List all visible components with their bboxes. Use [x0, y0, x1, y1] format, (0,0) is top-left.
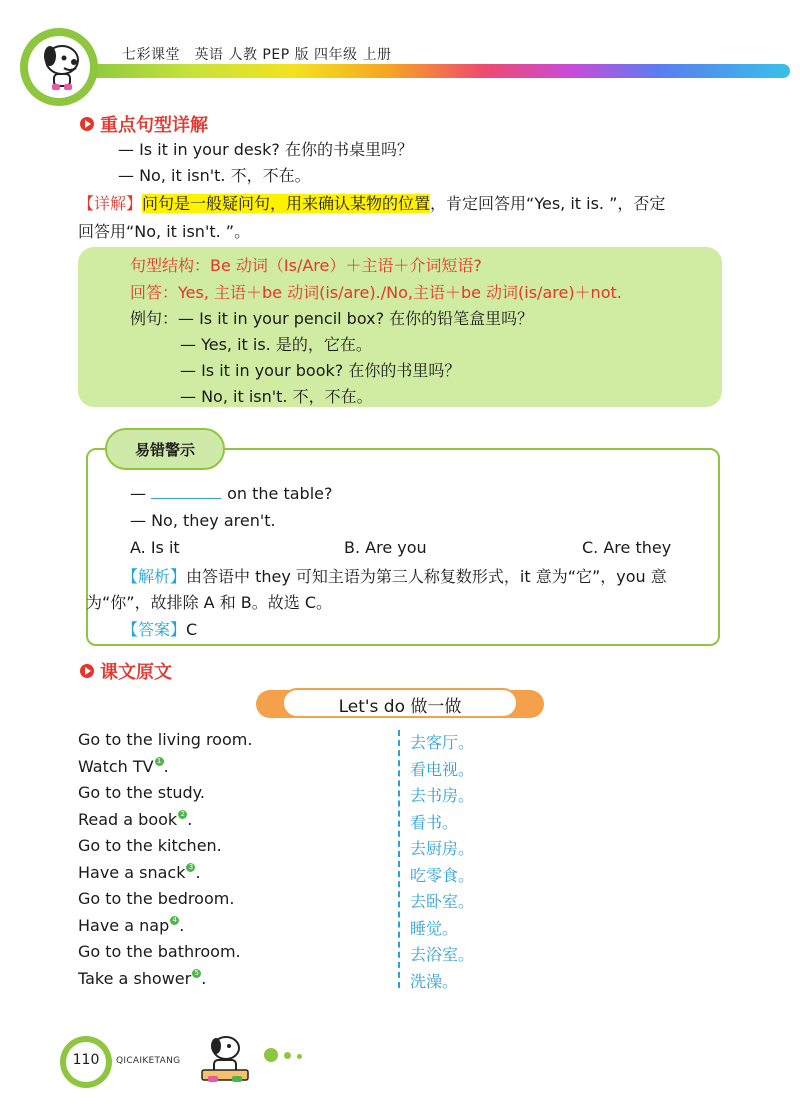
- structure-rule: 句型结构：Be 动词（Is/Are）＋主语＋介词短语?: [130, 256, 482, 275]
- chinese-line: 去浴室。: [410, 945, 475, 964]
- english-text: Go to the bedroom.: [78, 889, 235, 908]
- sentence-period: .: [195, 863, 201, 882]
- answer-tag: 【答案】: [122, 620, 187, 639]
- detail-explanation: [78, 191, 665, 214]
- header-rainbow-bar: [60, 64, 790, 78]
- exercise-question: [130, 484, 332, 503]
- footnote-badge: 2: [178, 810, 187, 819]
- answer-rule: 回答：Yes, 主语＋be 动词(is/are)./No,主语＋be 动词(is/are)＋not.: [130, 283, 622, 302]
- english-line: [78, 836, 222, 855]
- chinese-line: 看书。: [410, 813, 459, 832]
- analysis-line-2: 为“你”，故排除 A 和 B。故选 C。: [86, 593, 333, 612]
- option-c: C. Are they: [582, 538, 672, 557]
- footnote-badge: 5: [192, 969, 201, 978]
- exercise-answer: — No, they aren't.: [130, 511, 276, 530]
- sentence-period: .: [163, 757, 169, 776]
- decor-dot-medium: [284, 1052, 291, 1059]
- english-line: [78, 969, 206, 988]
- chinese-line: 洗澡。: [410, 972, 459, 991]
- chinese-line: 去客厅。: [410, 733, 475, 752]
- dog-mascot-icon: [34, 38, 88, 94]
- sentence-period: .: [179, 916, 185, 935]
- footnote-badge: 1: [155, 757, 164, 766]
- sentence-period: .: [187, 810, 193, 829]
- english-line: [78, 783, 205, 802]
- english-line: [78, 942, 241, 961]
- english-text: Watch TV: [78, 757, 154, 776]
- example-4: — No, it isn't. 不，不在。: [180, 387, 373, 406]
- sentence-period: .: [201, 969, 207, 988]
- option-b: B. Are you: [344, 538, 427, 557]
- example-question: — Is it in your desk? 在你的书桌里吗？: [118, 140, 413, 159]
- footnote-badge: 4: [170, 916, 179, 925]
- exercise-dash: —: [130, 484, 146, 503]
- example-1: 例句：— Is it in your pencil box? 在你的铅笔盒里吗？: [130, 309, 534, 328]
- common-mistake-label: 易错警示: [134, 441, 195, 459]
- chinese-line: 去厨房。: [410, 839, 475, 858]
- chinese-line: 去书房。: [410, 786, 475, 805]
- english-line: [78, 863, 201, 882]
- chinese-line: 睡觉。: [410, 919, 459, 938]
- chinese-line: 吃零食。: [410, 866, 475, 885]
- chinese-line: 去卧室。: [410, 892, 475, 911]
- decor-dot-large: [264, 1048, 278, 1062]
- section-title-key-sentences: 重点句型详解: [100, 115, 208, 136]
- english-text: Go to the bathroom.: [78, 942, 241, 961]
- english-text: Go to the kitchen.: [78, 836, 222, 855]
- section-bullet-icon: [80, 664, 94, 678]
- decor-dot-small: [297, 1054, 302, 1059]
- analysis-line-1: [122, 564, 667, 587]
- analysis-tag: 【解析】: [122, 567, 187, 586]
- footnote-badge: 3: [186, 863, 195, 872]
- chinese-line: 看电视。: [410, 760, 475, 779]
- column-divider: [398, 730, 400, 988]
- example-2: — Yes, it is. 是的，它在。: [180, 335, 372, 354]
- lets-do-title: Let's do 做一做: [338, 697, 462, 717]
- english-text: Read a book: [78, 810, 178, 829]
- common-mistake-tag: [105, 428, 225, 470]
- example-answer: — No, it isn't. 不，不在。: [118, 166, 311, 185]
- detail-tag: 【详解】: [78, 194, 143, 213]
- english-text: Have a nap: [78, 916, 170, 935]
- english-line: [78, 757, 169, 776]
- english-line: [78, 810, 192, 829]
- dog-reading-icon: [196, 1030, 254, 1086]
- example-3: — Is it in your book? 在你的书里吗？: [180, 361, 461, 380]
- english-line: [78, 730, 252, 749]
- english-text: Go to the study.: [78, 783, 205, 802]
- exercise-blank: [151, 498, 221, 499]
- section-bullet-icon: [80, 117, 94, 131]
- footer-brand: QICAIKETANG: [116, 1056, 181, 1066]
- english-line: [78, 889, 234, 908]
- answer-value: C: [186, 620, 198, 639]
- english-text: Take a shower: [78, 969, 192, 988]
- analysis-text-1: 由答语中 they 可知主语为第三人称复数形式，it 意为“它”，you 意: [186, 567, 667, 586]
- detail-highlight: 问句是一般疑问句，用来确认某物的位置: [142, 194, 431, 213]
- english-line: [78, 916, 184, 935]
- detail-rest: ，肯定回答用“Yes, it is. ”，否定: [430, 194, 666, 213]
- exercise-question-rest: on the table?: [227, 484, 333, 503]
- english-text: Go to the living room.: [78, 730, 253, 749]
- header-title: 七彩课堂 英语 人教 PEP 版 四年级 上册: [122, 47, 392, 63]
- answer-line: [122, 617, 197, 640]
- english-text: Have a snack: [78, 863, 186, 882]
- option-a: A. Is it: [130, 538, 180, 557]
- page-number: 110: [72, 1052, 100, 1068]
- detail-line-2: 回答用“No, it isn't. ”。: [78, 222, 251, 241]
- section-title-original-text: 课文原文: [100, 662, 172, 683]
